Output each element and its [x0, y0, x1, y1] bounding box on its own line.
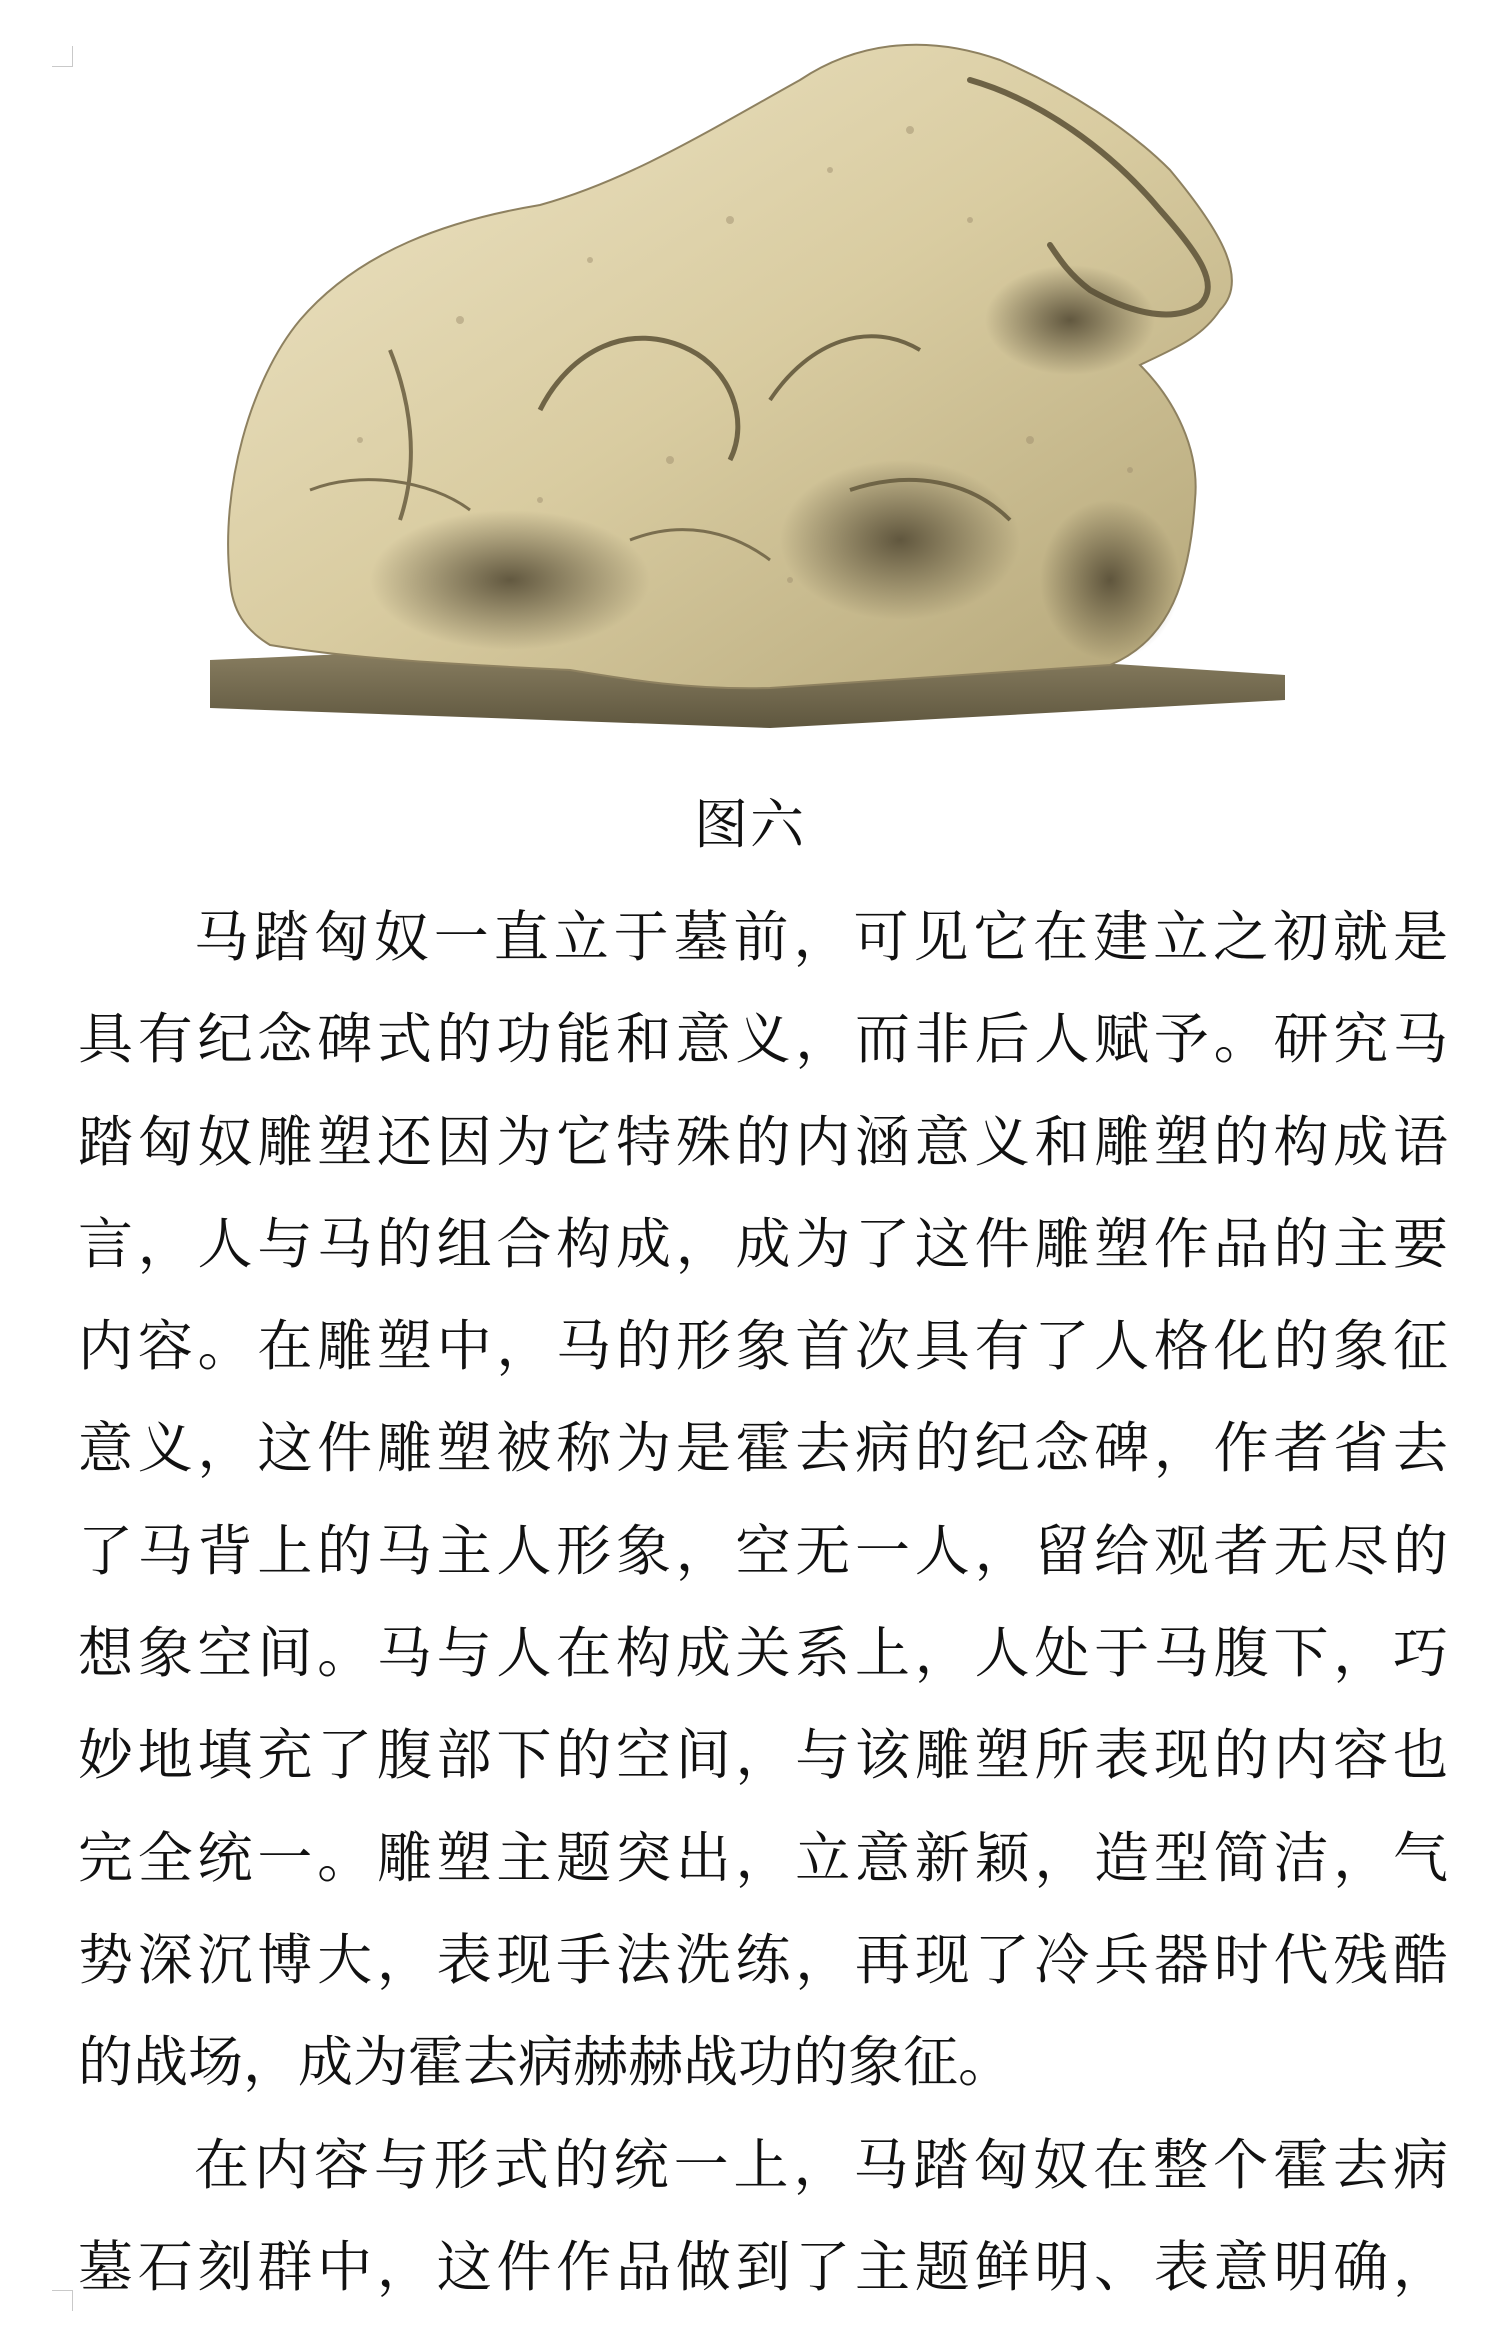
text-line: 妙地填充了腹部下的空间，与该雕塑所表现的内容也 — [78, 1723, 1448, 1788]
text-line: 势深沉博大，表现手法洗练，再现了冷兵器时代残酷 — [78, 1927, 1448, 1992]
crop-mark-top-left — [52, 46, 73, 67]
text-line: 言，人与马的组合构成，成为了这件雕塑作品的主要 — [78, 1211, 1448, 1276]
text-line: 的战场，成为霍去病赫赫战功的象征。 — [78, 2030, 1014, 2095]
paragraph — [78, 886, 1448, 2114]
text-line: 踏匈奴雕塑还因为它特殊的内涵意义和雕塑的构成语 — [78, 1109, 1448, 1174]
paragraph — [78, 2114, 1448, 2319]
text-line: 意义，这件雕塑被称为是霍去病的纪念碑，作者省去 — [78, 1416, 1448, 1481]
text-line: 完全统一。雕塑主题突出，立意新颖，造型简洁，气 — [78, 1825, 1448, 1890]
text-line: 在内容与形式的统一上，马踏匈奴在整个霍去病 — [194, 2132, 1448, 2197]
text-line: 具有纪念碑式的功能和意义，而非后人赋予。研究马 — [78, 1007, 1448, 1072]
sculpture-photo — [210, 20, 1290, 740]
article-body — [78, 886, 1448, 2318]
figure-caption: 图六 — [694, 793, 806, 856]
text-line: 内容。在雕塑中，马的形象首次具有了人格化的象征 — [78, 1314, 1448, 1379]
text-line: 马踏匈奴一直立于墓前，可见它在建立之初就是 — [194, 905, 1448, 969]
crop-mark-bottom-left — [52, 2290, 73, 2311]
text-line: 想象空间。马与人在构成关系上，人处于马腹下，巧 — [78, 1621, 1448, 1686]
text-line: 了马背上的马主人形象，空无一人，留给观者无尽的 — [78, 1518, 1448, 1583]
text-line: 墓石刻群中，这件作品做到了主题鲜明、表意明确， — [78, 2234, 1448, 2299]
